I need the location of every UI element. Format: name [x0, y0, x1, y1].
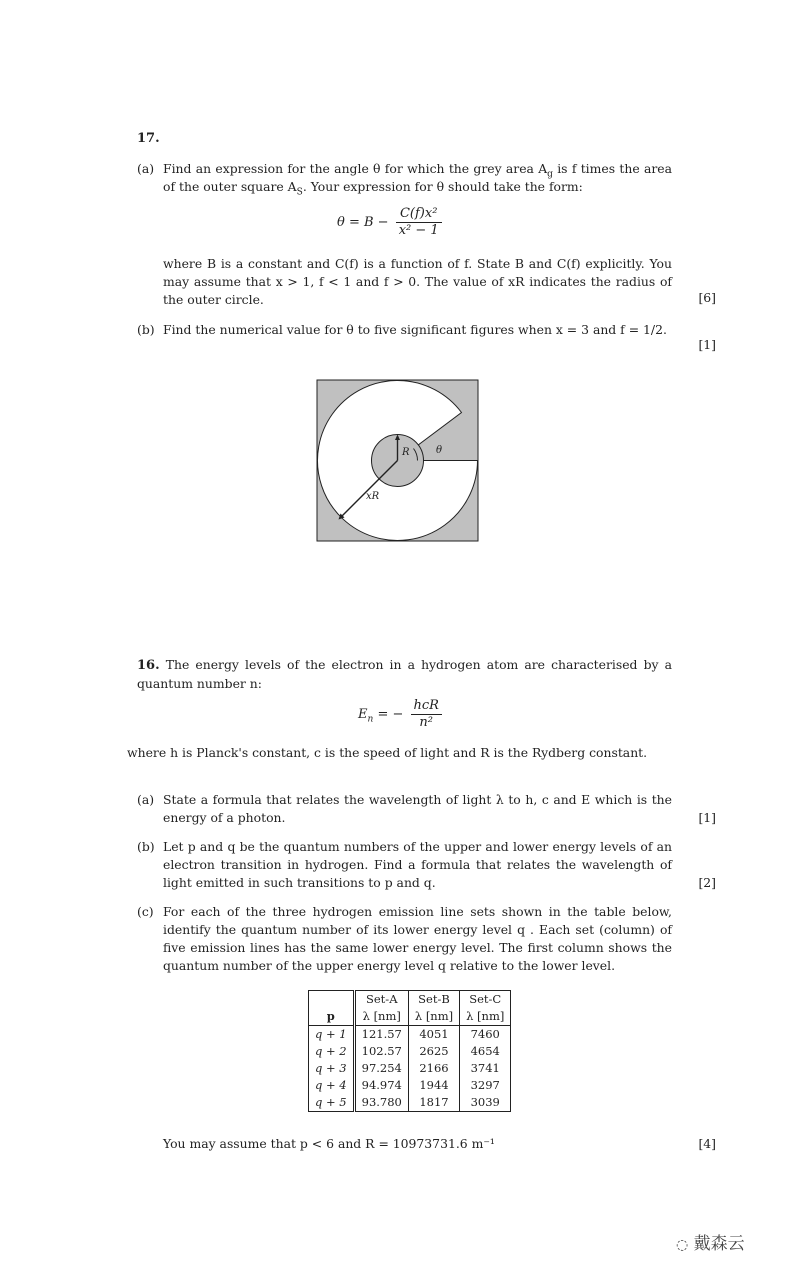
emission-lines-table: [308, 990, 511, 1112]
q17-b-label: (b): [137, 322, 155, 337]
q16-part-a: [137, 791, 672, 827]
q16-intro: 16. The energy levels of the electron in a hydrogen atom are characterised by a quantum number n:: [137, 657, 672, 691]
q16-equation: $E_n$ = − $\frac{\text{hcR}}{\text{n²}}$: [358, 698, 445, 731]
watermark: [676, 1235, 745, 1254]
question-17-number: 17.: [137, 131, 160, 146]
table-row: q + 3 97.254 2166 3741: [309, 1060, 511, 1077]
label-xR: xR: [366, 491, 380, 502]
q16-c-label: (c): [137, 904, 154, 919]
q16-c-text: For each of the three hydrogen emission line sets shown in the table below, identify the quantum number of its lower energy level q . Each set (column) of five emission lines has the same lower energy level. The first column shows the quantum number of the upper energy level q relative to the lower level.: [163, 904, 672, 973]
label-R: R: [402, 447, 410, 458]
q17-a-label: (a): [137, 161, 155, 176]
header-set-a: Set-A: [354, 991, 408, 1009]
q16-after-equation: where h is Planck's constant, c is the speed of light and R is the Rydberg constant.: [127, 745, 648, 760]
q17-part-a: [137, 160, 672, 196]
label-theta: θ: [436, 445, 443, 456]
unit-set-c: λ [nm]: [460, 1008, 511, 1026]
q16-assumption: You may assume that p < 6 and R = 10973731.6 m⁻¹: [163, 1136, 495, 1151]
q16-b-mark: [2]: [698, 875, 716, 890]
q17-equation: θ = B − $\frac{\text{C(f)x²}}{\text{x² − 1}}$: [337, 206, 445, 239]
p-header: p: [309, 991, 355, 1026]
q16-part-c: [137, 903, 672, 975]
q17-a-mark: [6]: [698, 290, 716, 305]
table-row: q + 5 93.780 1817 3039: [309, 1094, 511, 1112]
header-set-b: Set-B: [408, 991, 459, 1009]
q16-a-text: State a formula that relates the wavelength of light λ to h, c and E which is the energy of a photon.: [163, 792, 672, 825]
wechat-icon: ◌: [676, 1237, 689, 1253]
q17-b-mark: [1]: [698, 337, 716, 352]
q17-a-text: Find an expression for the angle θ for which the grey area $A_g$ is f times the area of the outer square $A_S$. Your expression for θ should take the form:: [163, 161, 672, 198]
table-row: q + 2 102.57 2625 4654: [309, 1043, 511, 1060]
q17-a-conditions: where B is a constant and C(f) is a function of f. State B and C(f) explicitly. You may assume that x > 1, f < 1 and f > 0. The value of xR indicates the radius of the outer circle.: [163, 256, 672, 307]
unit-set-b: λ [nm]: [408, 1008, 459, 1026]
q17-b-text: Find the numerical value for θ to five significant figures when x = 3 and f = 1/2.: [163, 322, 667, 337]
q16-b-text: Let p and q be the quantum numbers of the upper and lower energy levels of an electron transition in hydrogen. Find a formula that relates the wavelength of light emitted in such transitions to p and q.: [163, 839, 672, 890]
q16-b-label: (b): [137, 839, 155, 854]
q16-part-b: [137, 838, 672, 892]
unit-set-a: λ [nm]: [354, 1008, 408, 1026]
q17-figure: [316, 379, 480, 543]
q16-a-label: (a): [137, 792, 155, 807]
q17-part-b: [137, 321, 672, 339]
header-set-c: Set-C: [460, 991, 511, 1009]
table-header-row: [309, 991, 511, 1009]
q16-a-mark: [1]: [698, 810, 716, 825]
table-row: q + 1 121.57 4051 7460: [309, 1026, 511, 1044]
q16-c-mark: [4]: [698, 1136, 716, 1151]
table-row: q + 4 94.974 1944 3297: [309, 1077, 511, 1094]
watermark-text: 戴森云: [693, 1234, 745, 1254]
question-16-number: 16.: [137, 658, 160, 673]
